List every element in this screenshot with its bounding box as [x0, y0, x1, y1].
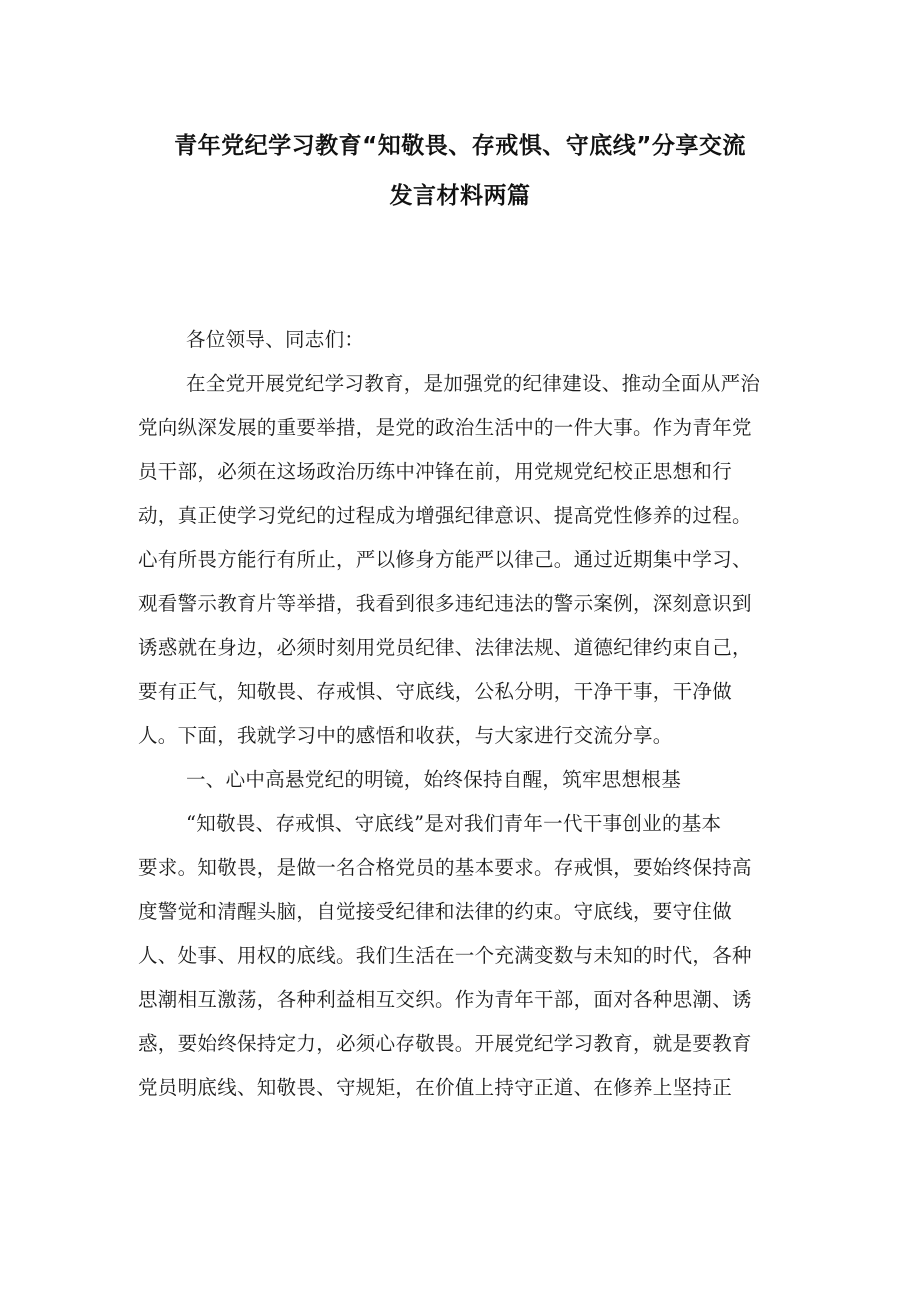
paragraph-2-line: 思潮相互激荡，各种利益相互交织。作为青年干部，面对各种思潮、诱: [138, 988, 752, 1011]
paragraph-2-line: 要求。知敬畏，是做一名合格党员的基本要求。存戒惧，要始终保持高: [138, 856, 752, 879]
paragraph-1-line: 心有所畏方能行有所止，严以修身方能严以律己。通过近期集中学习、: [138, 548, 752, 571]
paragraph-2-line: 度警觉和清醒头脑，自觉接受纪律和法律的约束。守底线，要守住做: [138, 900, 733, 923]
paragraph-1-line: 员干部，必须在这场政治历练中冲锋在前，用党规党纪校正思想和行: [138, 460, 733, 483]
paragraph-1-line: 动，真正使学习党纪的过程成为增强纪律意识、提高党性修养的过程。: [138, 504, 752, 527]
paragraph-1-line: 观看警示教育片等举措，我看到很多违纪违法的警示案例，深刻意识到: [138, 592, 752, 615]
paragraph-2-line: 党员明底线、知敬畏、守规矩，在价值上持守正道、在修养上坚持正: [138, 1076, 733, 1099]
section-heading-1: 一、心中高悬党纪的明镜，始终保持自醒，筑牢思想根基: [186, 768, 682, 791]
paragraph-2-line: 惑，要始终保持定力，必须心存敬畏。开展党纪学习教育，就是要教育: [138, 1032, 752, 1055]
paragraph-1-line: 在全党开展党纪学习教育，是加强党的纪律建设、推动全面从严治: [186, 372, 761, 395]
paragraph-2-line: “知敬畏、存戒惧、守底线”是对我们青年一代干事创业的基本: [186, 812, 722, 835]
paragraph-2-line: 人、处事、用权的底线。我们生活在一个充满变数与未知的时代，各种: [138, 944, 752, 967]
document-title-line-1: 青年党纪学习教育“知敬畏、存戒惧、守底线”分享交流: [174, 133, 746, 159]
paragraph-1-line: 诱惑就在身边，必须时刻用党员纪律、法律法规、道德纪律约束自己，: [138, 636, 752, 659]
paragraph-1-line: 党向纵深发展的重要举措，是党的政治生活中的一件大事。作为青年党: [138, 416, 752, 439]
document-title-line-2: 发言材料两篇: [389, 183, 531, 209]
paragraph-1-line: 要有正气，知敬畏、存戒惧、守底线，公私分明，干净干事，干净做: [138, 680, 733, 703]
paragraph-1-line: 人。下面，我就学习中的感悟和收获，与大家进行交流分享。: [138, 724, 673, 747]
salutation: 各位领导、同志们：: [186, 328, 365, 351]
